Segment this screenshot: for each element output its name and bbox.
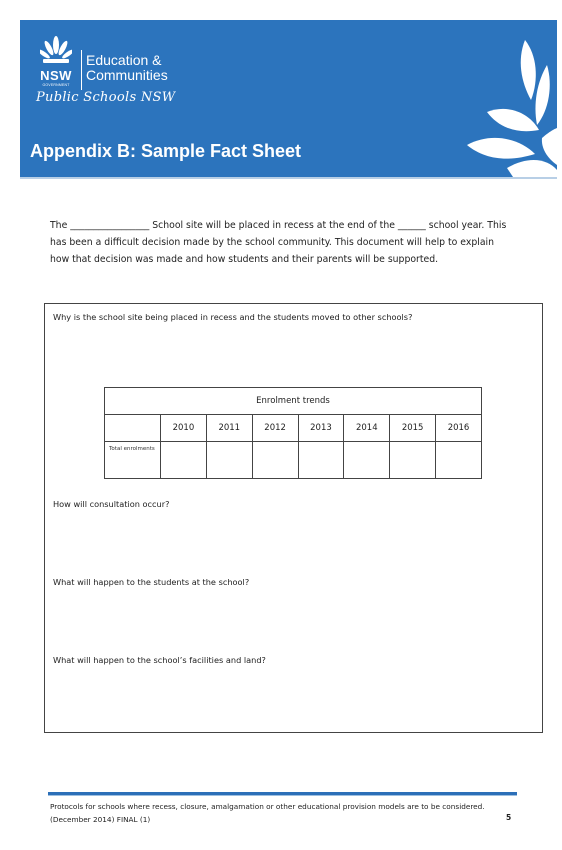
government-label: GOVERNMENT <box>42 83 70 87</box>
question-facilities: What will happen to the school’s facilities and land? <box>53 655 266 665</box>
enrolment-cell[interactable] <box>206 442 252 479</box>
org-name-line1: Education & <box>86 52 162 68</box>
footer-rule-thin <box>48 795 517 796</box>
year-header: 2014 <box>344 415 390 442</box>
enrolment-cell[interactable] <box>390 442 436 479</box>
table-corner-cell <box>105 415 161 442</box>
year-header: 2010 <box>161 415 207 442</box>
table-caption: Enrolment trends <box>105 388 482 415</box>
waratah-logo-icon <box>40 35 72 67</box>
row-label-total-enrolments: Total enrolments <box>105 442 161 479</box>
fact-sheet-form <box>44 303 543 733</box>
footer-text: Protocols for schools where recess, closure, amalgamation or other educational provision models are to be considered. (December 2014) FINAL (1) <box>50 802 485 824</box>
question-students: What will happen to the students at the school? <box>53 577 250 587</box>
page-title: Appendix B: Sample Fact Sheet <box>30 141 302 161</box>
banner-underline <box>20 177 557 179</box>
page-number: 5 <box>506 813 512 822</box>
header-banner <box>20 20 557 177</box>
year-header: 2013 <box>298 415 344 442</box>
decorative-petals-icon <box>447 20 557 177</box>
public-schools-script: Public Schools NSW <box>36 90 176 105</box>
org-name-line2: Communities <box>86 67 168 83</box>
question-consultation: How will consultation occur? <box>53 499 170 509</box>
enrolment-cell[interactable] <box>298 442 344 479</box>
enrolment-cell[interactable] <box>344 442 390 479</box>
enrolment-cell[interactable] <box>436 442 482 479</box>
year-header: 2015 <box>390 415 436 442</box>
enrolment-cell[interactable] <box>161 442 207 479</box>
enrolment-table <box>104 387 482 479</box>
logo-divider <box>81 50 82 90</box>
enrolment-cell[interactable] <box>252 442 298 479</box>
question-why-recess: Why is the school site being placed in recess and the students moved to other schools? <box>53 312 413 322</box>
year-header: 2012 <box>252 415 298 442</box>
year-header: 2011 <box>206 415 252 442</box>
year-header: 2016 <box>436 415 482 442</box>
nsw-wordmark: NSW <box>40 68 72 83</box>
intro-paragraph: The _________________ School site will be placed in recess at the end of the ______ school year. This has been a difficult decision made by the school community. This document will help to explain how that decision was made and how students and their parents will be supported. <box>50 220 507 265</box>
